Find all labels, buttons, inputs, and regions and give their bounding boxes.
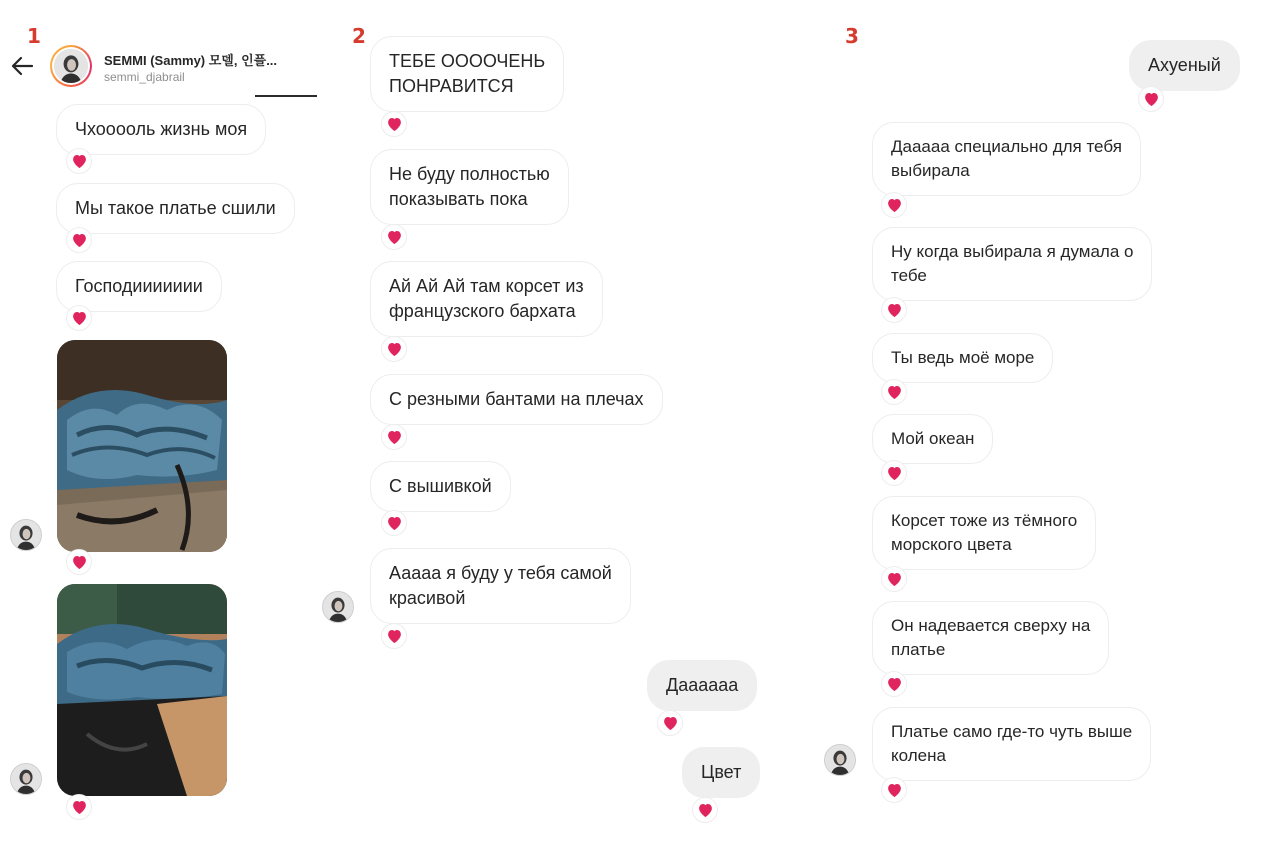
heart-reaction-icon[interactable] [657,710,683,736]
panel-number-3: 3 [845,24,859,48]
heart-reaction-icon[interactable] [881,460,907,486]
heart-reaction-icon[interactable] [881,192,907,218]
heart-reaction-icon[interactable] [66,227,92,253]
message-bubble[interactable]: С резными бантами на плечах [370,374,663,425]
outgoing-message-bubble[interactable]: Даааааа [647,660,757,711]
message-bubble[interactable]: Господиииииии [56,261,222,312]
message-bubble[interactable]: Ну когда выбирала я думала о тебе [872,227,1152,301]
heart-reaction-icon[interactable] [66,148,92,174]
panel-number-1: 1 [27,24,41,48]
contact-avatar[interactable] [10,763,42,795]
header-username: semmi_djabrail [104,70,185,84]
heart-reaction-icon[interactable] [881,297,907,323]
contact-avatar[interactable] [824,744,856,776]
heart-reaction-icon[interactable] [381,336,407,362]
message-bubble[interactable]: Мой океан [872,414,993,464]
message-bubble[interactable]: ТЕБЕ ООООЧЕНЬ ПОНРАВИТСЯ [370,36,564,112]
heart-reaction-icon[interactable] [381,510,407,536]
message-bubble[interactable]: Он надевается сверху на платье [872,601,1109,675]
message-bubble[interactable]: Ааааа я буду у тебя самой красивой [370,548,631,624]
message-bubble[interactable]: Платье само где-то чуть выше колена [872,707,1151,781]
message-bubble[interactable]: Ты ведь моё море [872,333,1053,383]
heart-reaction-icon[interactable] [66,794,92,820]
panel-number-2: 2 [352,24,366,48]
heart-reaction-icon[interactable] [881,671,907,697]
photo-message[interactable] [57,584,227,796]
message-bubble[interactable]: Мы такое платье сшили [56,183,295,234]
message-bubble[interactable]: Чхооооль жизнь моя [56,104,266,155]
header-divider [255,95,317,97]
photo-message[interactable] [57,340,227,552]
heart-reaction-icon[interactable] [881,379,907,405]
contact-avatar[interactable] [10,519,42,551]
message-bubble[interactable]: Корсет тоже из тёмного морского цвета [872,496,1096,570]
header-contact-name[interactable]: SEMMI (Sammy) 모델, 인플... [104,53,278,68]
heart-reaction-icon[interactable] [381,224,407,250]
heart-reaction-icon[interactable] [881,566,907,592]
heart-reaction-icon[interactable] [381,424,407,450]
message-bubble[interactable]: Дааааа специально для тебя выбирала [872,122,1141,196]
message-bubble[interactable]: Ай Ай Ай там корсет из французского бархата [370,261,603,337]
message-bubble[interactable]: Не буду полностью показывать пока [370,149,569,225]
heart-reaction-icon[interactable] [381,111,407,137]
header-avatar[interactable] [50,45,92,87]
outgoing-message-bubble[interactable]: Цвет [682,747,760,798]
heart-reaction-icon[interactable] [881,777,907,803]
heart-reaction-icon[interactable] [381,623,407,649]
back-arrow-icon[interactable] [8,52,36,80]
message-bubble[interactable]: С вышивкой [370,461,511,512]
outgoing-message-bubble[interactable]: Ахуеный [1129,40,1240,91]
contact-avatar[interactable] [322,591,354,623]
heart-reaction-icon[interactable] [66,549,92,575]
heart-reaction-icon[interactable] [692,797,718,823]
heart-reaction-icon[interactable] [66,305,92,331]
heart-reaction-icon[interactable] [1138,86,1164,112]
